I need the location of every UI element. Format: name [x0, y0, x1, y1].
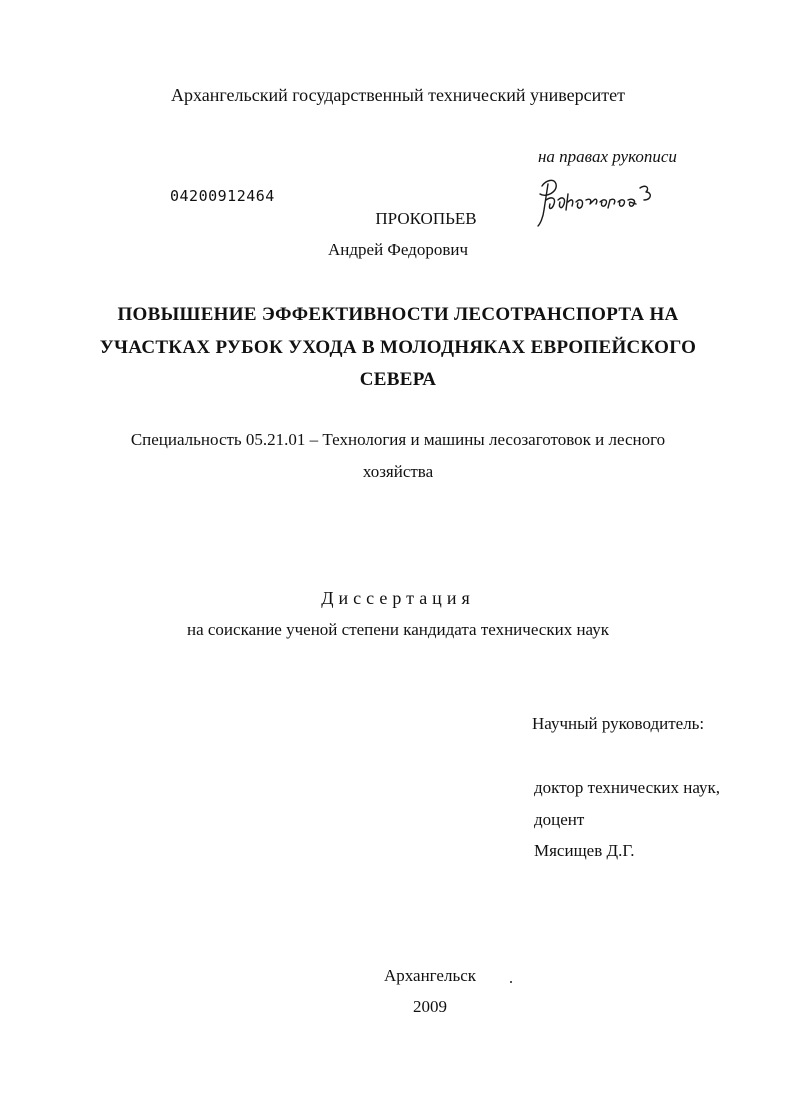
supervisor-rank: доцент [534, 810, 585, 829]
scan-speck [510, 981, 512, 983]
thesis-title-line-1: ПОВЫШЕНИЕ ЭФФЕКТИВНОСТИ ЛЕСОТРАНСПОРТА НА [117, 304, 679, 325]
document-number: 04200912464 [170, 187, 275, 205]
supervisor-name: Мясищев Д.Г. [534, 841, 635, 860]
supervisor-label: Научный руководитель: [532, 714, 705, 733]
supervisor-degree: доктор технических наук, [534, 778, 721, 797]
city: Архангельск [383, 966, 477, 985]
specialty-line-1: Специальность 05.21.01 – Технология и машины лесозаготовок и лесного [130, 430, 666, 449]
dissertation-heading: Диссертация [321, 588, 475, 608]
rights-note: на правах рукописи [538, 147, 677, 166]
dissertation-subtitle: на соискание ученой степени кандидата технических наук [186, 620, 609, 639]
specialty-line-2: хозяйства [362, 462, 434, 481]
author-surname: ПРОКОПЬЕВ [375, 209, 477, 228]
thesis-title-line-3: СЕВЕРА [359, 369, 437, 390]
year: 2009 [413, 997, 447, 1016]
thesis-title-line-2: УЧАСТКАХ РУБОК УХОДА В МОЛОДНЯКАХ ЕВРОПЕЙСКОГО [99, 337, 697, 358]
author-name: Андрей Федорович [328, 240, 468, 259]
university-name: Архангельский государственный технический университет [171, 85, 625, 105]
